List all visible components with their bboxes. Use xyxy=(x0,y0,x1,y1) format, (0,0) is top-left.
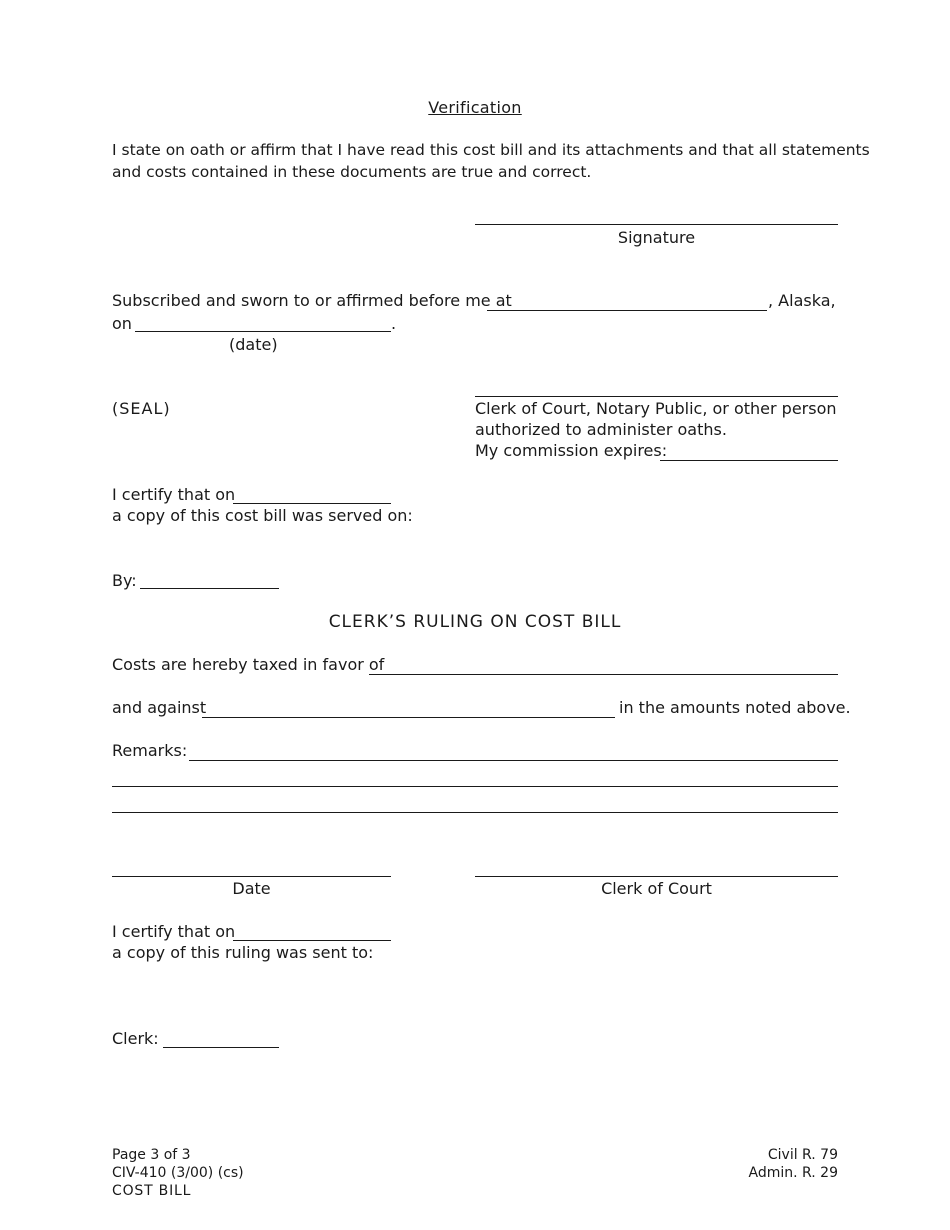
served-on-label: a copy of this cost bill was served on: xyxy=(112,506,413,525)
commission-expires-field[interactable] xyxy=(660,460,838,461)
remarks-field-line2[interactable] xyxy=(112,786,838,787)
clerk-title-line2: authorized to administer oaths. xyxy=(475,420,727,439)
remarks-label: Remarks: xyxy=(112,741,188,760)
seal-label: (SEAL) xyxy=(112,399,171,418)
clerk-signature-field[interactable] xyxy=(163,1047,279,1048)
by-label: By: xyxy=(112,571,137,590)
against-prefix: and against xyxy=(112,698,207,717)
taxed-in-favor-field[interactable] xyxy=(369,674,838,675)
sworn-date-field[interactable] xyxy=(135,331,391,332)
by-signature-field[interactable] xyxy=(140,588,279,589)
date-caption: (date) xyxy=(229,335,278,354)
location-field[interactable] xyxy=(487,310,767,311)
footer-page-number: Page 3 of 3 xyxy=(112,1147,191,1163)
against-suffix: in the amounts noted above. xyxy=(619,698,851,717)
ruling-date-label: Date xyxy=(232,879,271,898)
ruling-heading: CLERK’S RULING ON COST BILL xyxy=(328,612,622,632)
certify-sent-prefix: I certify that on xyxy=(112,922,236,941)
footer-form-title: COST BILL xyxy=(112,1183,192,1199)
clerk-title-line1: Clerk of Court, Notary Public, or other person xyxy=(475,399,837,418)
subscribed-suffix: , Alaska, xyxy=(768,291,836,310)
footer-admin-rule: Admin. R. 29 xyxy=(748,1165,838,1181)
verification-statement-line2: and costs contained in these documents are true and correct. xyxy=(112,163,592,181)
certify-served-prefix: I certify that on xyxy=(112,485,236,504)
ruling-date-line[interactable] xyxy=(112,876,391,877)
clerk-of-court-line[interactable] xyxy=(475,876,838,877)
on-label: on xyxy=(112,314,132,333)
against-party-field[interactable] xyxy=(202,717,615,718)
on-period: . xyxy=(391,314,397,333)
clerk-label: Clerk: xyxy=(112,1029,159,1048)
subscribed-prefix: Subscribed and sworn to or affirmed before me at xyxy=(112,291,512,310)
footer-civil-rule: Civil R. 79 xyxy=(767,1147,838,1163)
sent-to-label: a copy of this ruling was sent to: xyxy=(112,943,374,962)
remarks-field-line1[interactable] xyxy=(189,760,838,761)
clerk-of-court-label: Clerk of Court xyxy=(601,879,712,898)
sent-date-field[interactable] xyxy=(233,940,391,941)
clerk-signature-line[interactable] xyxy=(475,396,838,397)
remarks-field-line3[interactable] xyxy=(112,812,838,813)
signature-label: Signature xyxy=(617,228,696,247)
verification-statement-line1: I state on oath or affirm that I have read this cost bill and its attachments and that all statements xyxy=(112,141,870,159)
served-date-field[interactable] xyxy=(233,503,391,504)
taxed-prefix: Costs are hereby taxed in favor of xyxy=(112,655,385,674)
footer-form-number: CIV-410 (3/00) (cs) xyxy=(112,1165,244,1181)
signature-line[interactable] xyxy=(475,224,838,225)
commission-label: My commission expires: xyxy=(475,441,668,460)
verification-heading: Verification xyxy=(428,98,522,117)
